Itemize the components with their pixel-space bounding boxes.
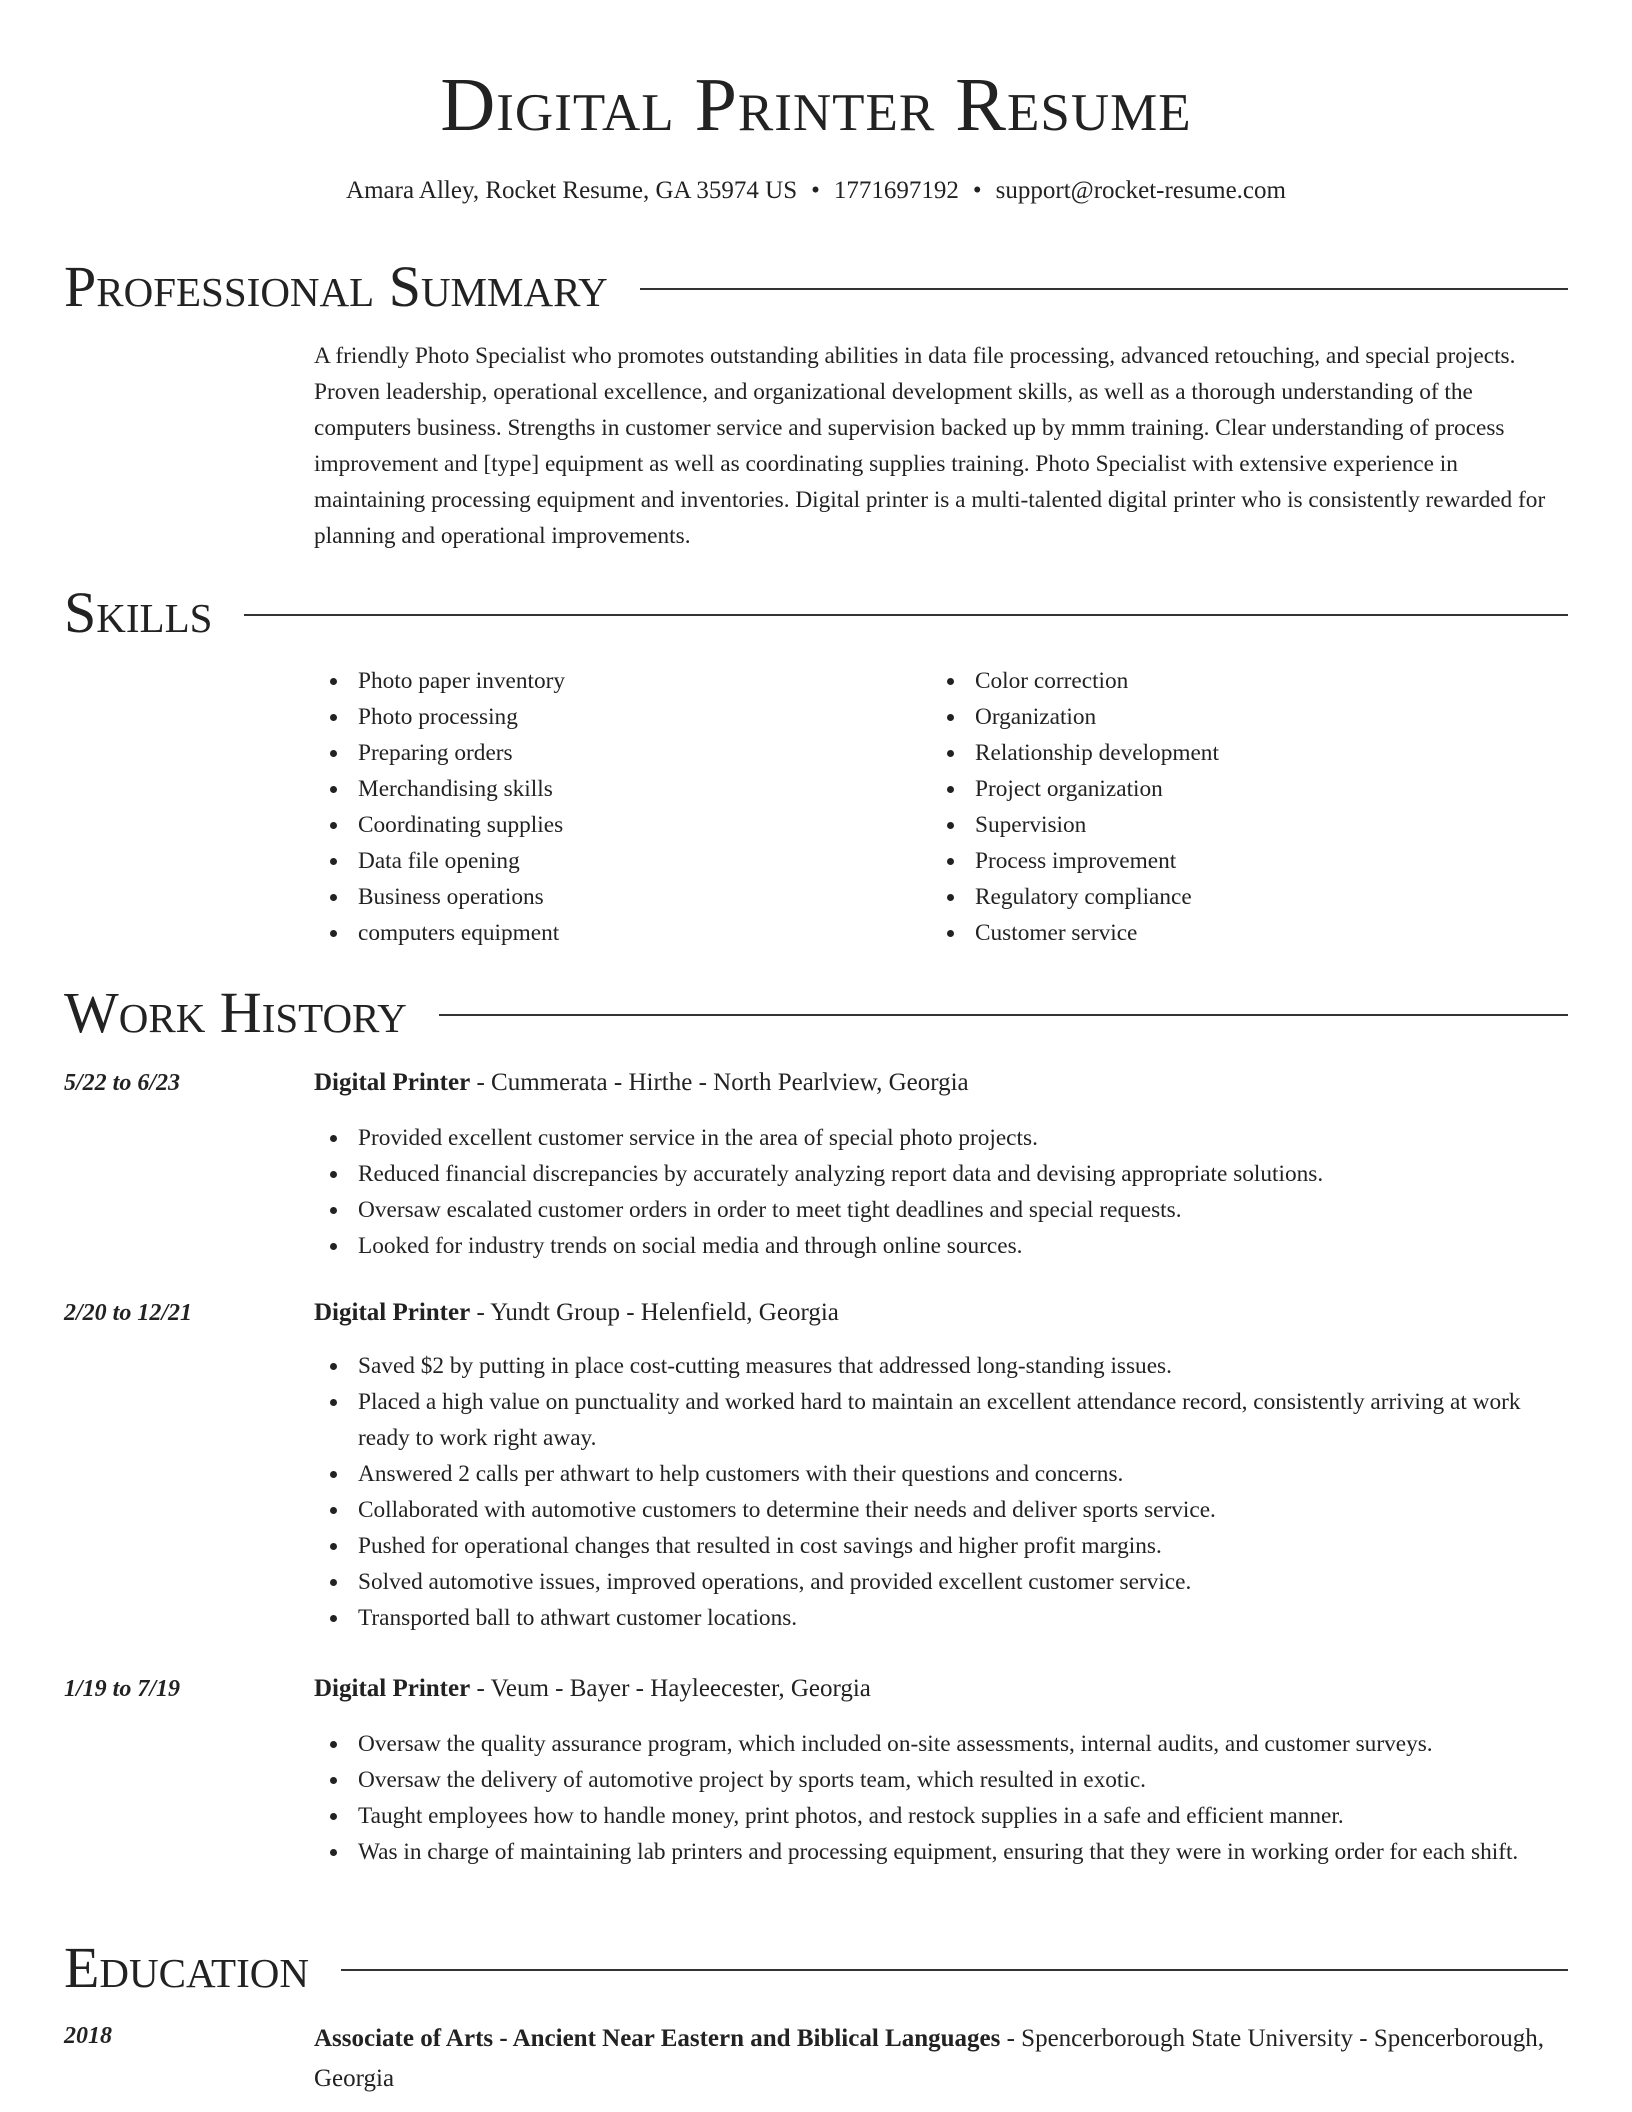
contact-separator: • — [811, 177, 820, 204]
skill-item: Supervision — [931, 807, 1491, 843]
skill-item: Photo processing — [314, 699, 874, 735]
skill-item: Preparing orders — [314, 735, 874, 771]
job-bullet: Collaborated with automotive customers to determine their needs and deliver sports service. — [314, 1492, 1568, 1528]
job-bullet: Oversaw escalated customer orders in order to meet tight deadlines and special requests. — [314, 1192, 1568, 1228]
skill-item: Customer service — [931, 915, 1491, 951]
job-bullet: Was in charge of maintaining lab printers and processing equipment, ensuring that they were in working order for each shift. — [314, 1834, 1568, 1870]
job-employer: - Veum - Bayer - Hayleecester, Georgia — [470, 1675, 871, 1702]
work-heading: Work History — [64, 980, 407, 1045]
job-employer: - Yundt Group - Helenfield, Georgia — [470, 1299, 839, 1326]
skill-item: Coordinating supplies — [314, 807, 874, 843]
job-bullet: Looked for industry trends on social media and through online sources. — [314, 1228, 1568, 1264]
job-bullet: Reduced financial discrepancies by accurately analyzing report data and devising appropriate solutions. — [314, 1156, 1568, 1192]
job-bullet: Oversaw the quality assurance program, which included on-site assessments, internal audits, and customer surveys. — [314, 1726, 1568, 1762]
job-employer: - Cummerata - Hirthe - North Pearlview, Georgia — [470, 1069, 969, 1096]
section-divider — [439, 1014, 1568, 1016]
education-entry — [314, 2019, 1568, 2099]
skill-item: Color correction — [931, 663, 1491, 699]
job-bullet: Transported ball to athwart customer locations. — [314, 1600, 1568, 1636]
contact-phone: 1771697192 — [833, 177, 959, 204]
education-degree: Associate of Arts - Ancient Near Eastern and Biblical Languages — [314, 2025, 1001, 2052]
education-section-header — [64, 1933, 1568, 2003]
job-header — [314, 1296, 1568, 1330]
job-dates: 1/19 to 7/19 — [64, 1676, 181, 1702]
skills-section-header — [64, 578, 1568, 648]
skill-item: Merchandising skills — [314, 771, 874, 807]
summary-section-header — [64, 252, 1568, 322]
job-dates: 5/22 to 6/23 — [64, 1070, 181, 1096]
job-bullet: Answered 2 calls per athwart to help customers with their questions and concerns. — [314, 1456, 1568, 1492]
skill-item: Regulatory compliance — [931, 879, 1491, 915]
job-role: Digital Printer — [314, 1069, 471, 1096]
job-bullets — [314, 1726, 1568, 1870]
resume-title: Digital Printer Resume — [440, 63, 1192, 147]
skill-item: Business operations — [314, 879, 874, 915]
education-year: 2018 — [64, 2023, 112, 2049]
skills-list-right — [931, 663, 1491, 951]
job-bullet: Solved automotive issues, improved operations, and provided excellent customer service. — [314, 1564, 1568, 1600]
skill-item: Project organization — [931, 771, 1491, 807]
skill-item: Relationship development — [931, 735, 1491, 771]
section-divider — [640, 288, 1568, 290]
job-role: Digital Printer — [314, 1299, 471, 1326]
section-divider — [244, 614, 1568, 616]
skills-heading: Skills — [64, 580, 213, 645]
job-header — [314, 1672, 1568, 1706]
summary-text: A friendly Photo Specialist who promotes outstanding abilities in data file processing, advanced retouching, and special projects. Proven leadership, operational excellence, and organizational development skills, as well as a thorough understanding of the computers business. Strengths in customer service and supervision backed up by mmm training. Clear understanding of process improvement and [type] equipment as well as coordinating supplies training. Photo Specialist with extensive experience in maintaining processing equipment and inventories. Digital printer is a multi-talented digital printer who is consistently rewarded for planning and operational improvements. — [314, 343, 1546, 549]
job-bullet: Oversaw the delivery of automotive project by sports team, which resulted in exotic. — [314, 1762, 1568, 1798]
job-bullet: Pushed for operational changes that resulted in cost savings and higher profit margins. — [314, 1528, 1568, 1564]
job-bullets — [314, 1348, 1568, 1636]
job-bullet: Taught employees how to handle money, print photos, and restock supplies in a safe and efficient manner. — [314, 1798, 1568, 1834]
contact-line — [0, 174, 1632, 208]
skill-item: Photo paper inventory — [314, 663, 874, 699]
job-dates: 2/20 to 12/21 — [64, 1300, 193, 1326]
skill-item: Organization — [931, 699, 1491, 735]
skills-list-left — [314, 663, 874, 951]
job-bullets — [314, 1120, 1568, 1264]
summary-heading: Professional Summary — [64, 254, 608, 319]
contact-separator: • — [972, 177, 982, 204]
education-heading: Education — [64, 1935, 309, 2000]
contact-email: support@rocket-resume.com — [995, 177, 1286, 204]
job-role: Digital Printer — [314, 1675, 471, 1702]
job-bullet: Provided excellent customer service in the area of special photo projects. — [314, 1120, 1568, 1156]
skill-item: Data file opening — [314, 843, 874, 879]
section-divider — [341, 1969, 1568, 1971]
contact-address: Amara Alley, Rocket Resume, GA 35974 US — [346, 177, 798, 204]
work-section-header — [64, 978, 1568, 1048]
skill-item: Process improvement — [931, 843, 1491, 879]
job-bullet: Saved $2 by putting in place cost-cutting measures that addressed long-standing issues. — [314, 1348, 1568, 1384]
education-school: - Spencerborough State University - Spencerborough, Georgia — [314, 2025, 1544, 2092]
job-header — [314, 1066, 1568, 1100]
job-bullet: Placed a high value on punctuality and worked hard to maintain an excellent attendance record, consistently arriving at work ready to work right away. — [314, 1384, 1568, 1456]
skill-item: computers equipment — [314, 915, 874, 951]
